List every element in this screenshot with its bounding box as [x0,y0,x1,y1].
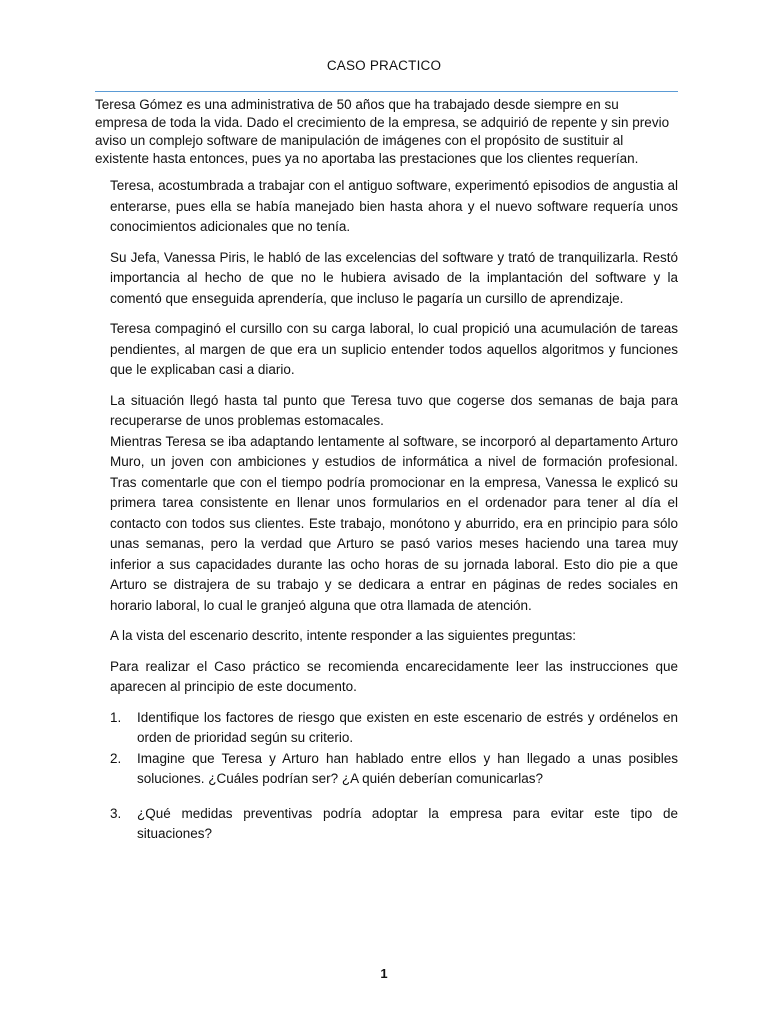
paragraph-arturo: Mientras Teresa se iba adaptando lentamente al software, se incorporó al departamento Arturo Muro, un joven con ambiciones y estudios de informática a nivel de formación profesional. Tras comentarle que con el tiempo podría promocionar en la empresa, Vanessa le explicó su primera tarea consistente en llenar unos formularios en el ordenador para tener al día el contacto con todos sus clientes. Este trabajo, monótono y aburrido, era en principio para sólo unas semanas, pero la verdad que Arturo se pasó varios meses haciendo una tarea muy inferior a sus capacidades durante las ocho horas de su jornada laboral. Esto dio pie a que Arturo se distrajera de su trabajo y se dedicara a entrar en páginas de redes sociales en horario laboral, lo cual le granjeó alguna que otra llamada de atención. [110,433,678,613]
question-item [110,749,678,790]
intro-paragraph: Teresa Gómez es una administrativa de 50 años que ha trabajado desde siempre en su empresa de toda la vida. Dado el crecimiento de la empresa, se adquirió de repente y sin previo aviso un complejo software de manipulación de imágenes con el propósito de sustituir al existente hasta entonces, pues ya no aportaba las prestaciones que los clientes requerían. [95,97,670,166]
question-text: Identifique los factores de riesgo que existen en este escenario de estrés y ordénelos en orden de prioridad según su criterio. [137,709,678,745]
paragraph-workload: Teresa compaginó el cursillo con su carga laboral, lo cual propició una acumulación de tareas pendientes, al margen de que era un suplicio entender todos aquellos algoritmos y funciones que le explicaban casi a diario. [110,321,678,377]
question-number: 3. [110,805,122,821]
paragraph-prompt: A la vista del escenario descrito, intente responder a las siguientes preguntas: [110,628,577,643]
question-number: 1. [110,709,122,725]
paragraph-instructions: Para realizar el Caso práctico se recomienda encarecidamente leer las instrucciones que aparecen al principio de este documento. [110,658,678,694]
question-number: 2. [110,750,122,766]
paragraph-anxiety: Teresa, acostumbrada a trabajar con el antiguo software, experimentó episodios de angustia al enterarse, pues ella se había manejado bien hasta ahora y el nuevo software requería unos conocimientos adicionales que no tenía. [110,178,678,234]
question-text: ¿Qué medidas preventivas podría adoptar la empresa para evitar este tipo de situaciones? [137,805,678,841]
page-number: 1 [380,966,388,981]
paragraph-boss: Su Jefa, Vanessa Piris, le habló de las excelencias del software y trató de tranquilizarla. Restó importancia al hecho de que no le hubiera avisado de la implantación del software y la comentó que enseguida aprendería, que incluso le pagaría un cursillo de aprendizaje. [110,249,678,306]
question-item [110,804,678,845]
question-text: Imagine que Teresa y Arturo han hablado entre ellos y han llegado a unas posibles soluciones. ¿Cuáles podrían ser? ¿A quién deberían comunicarlas? [137,750,678,786]
paragraph-sick-leave: La situación llegó hasta tal punto que Teresa tuvo que cogerse dos semanas de baja para recuperarse de unos problemas estomacales. [110,392,678,428]
questions-list [110,708,678,845]
question-item [110,708,678,749]
document-title: CASO PRACTICO [326,58,442,73]
title-underline [95,91,678,92]
document-body [110,176,678,845]
